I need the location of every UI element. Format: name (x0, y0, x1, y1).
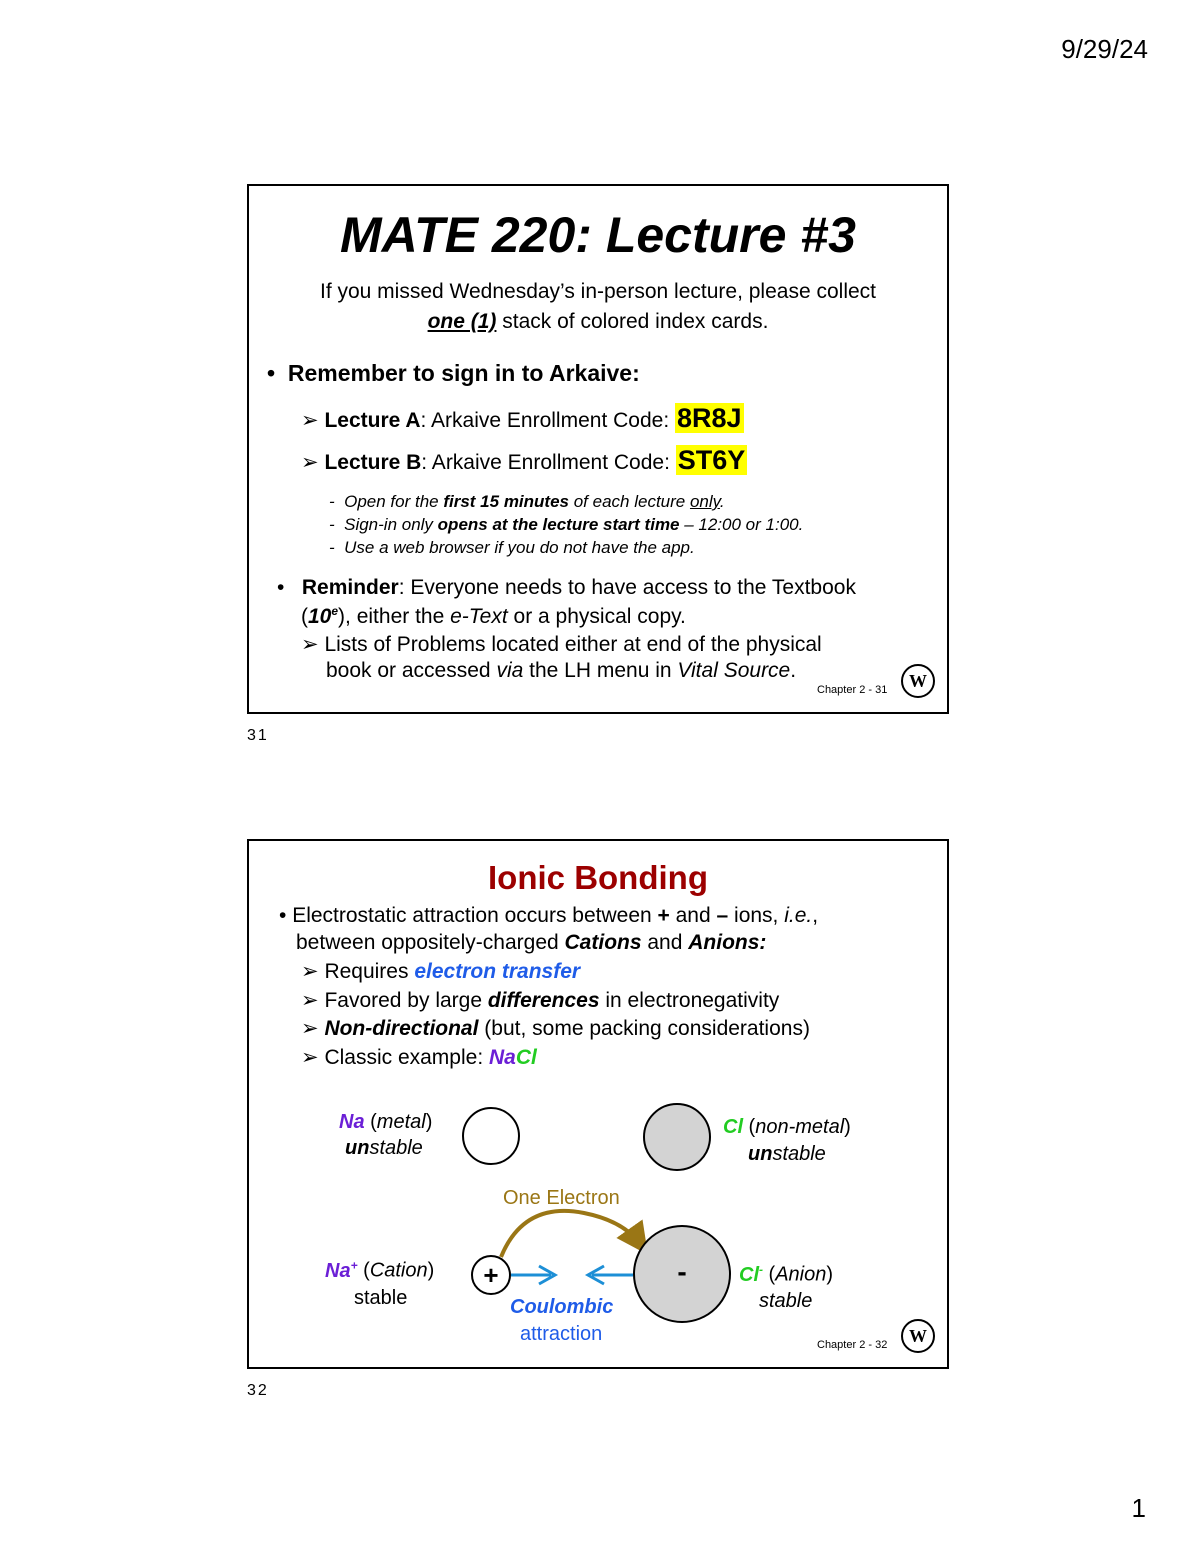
bullet-reminder: • Reminder: Everyone needs to have access to the Textbook (277, 576, 856, 599)
note-text: Sign-in only (344, 515, 438, 534)
reminder-line-2: (10e), either the e-Text or a physical copy. (301, 604, 686, 628)
edition-sup: e (331, 604, 339, 618)
ie: i.e. (784, 904, 813, 927)
non-directional: Non-directional (324, 1017, 479, 1040)
differences: differences (487, 989, 600, 1012)
lecture-b-line: ➢ Lecture B: Arkaive Enrollment Code: ST6Y (301, 445, 746, 475)
lists-line-1: ➢ Lists of Problems located either at end of the physical (301, 633, 822, 656)
cation-stable: stable (354, 1287, 408, 1309)
naplus-label: Na+ (Cation) (325, 1258, 435, 1282)
slide-32 (247, 839, 949, 1369)
emphasis-one: one (1) (427, 310, 497, 333)
b1-text: between oppositely-charged (296, 931, 565, 954)
note-signin: - Sign-in only opens at the lecture start time – 12:00 or 1:00. (329, 515, 804, 534)
attraction-label: attraction (520, 1323, 603, 1345)
edition-number: 10 (308, 605, 332, 628)
anion-text: Anion (775, 1263, 827, 1286)
note-text: Open for the (344, 492, 444, 511)
sub-text: Requires (324, 960, 415, 983)
lecture-b-label: Lecture B (324, 451, 422, 474)
lecture-a-line: ➢ Lecture A: Arkaive Enrollment Code: 8R8J (301, 403, 742, 433)
note-bold: first 15 minutes (443, 492, 569, 511)
cations: Cations (564, 931, 642, 954)
anion-stable: stable (759, 1290, 813, 1312)
etext: e-Text (450, 605, 508, 628)
note-text: – 12:00 or 1:00. (679, 515, 804, 534)
naplus-symbol (325, 1260, 358, 1282)
b1-text: and (641, 931, 689, 954)
sub-bullet-differences: ➢ Favored by large differences in electronegativity (301, 989, 780, 1012)
plus-sign: + (657, 904, 670, 927)
lists-via: via (496, 659, 524, 682)
sodium-cation (471, 1255, 511, 1295)
edition (308, 605, 338, 628)
one-electron-label: One Electron (503, 1187, 620, 1209)
nacl-na: Na (489, 1046, 516, 1069)
slide-number-32: 32 (247, 1382, 269, 1399)
slide-title: MATE 220: Lecture #3 (340, 207, 856, 263)
page-number: 1 (1131, 1493, 1146, 1523)
lists-text: . (790, 659, 797, 682)
chapter-label: Chapter 2 - 31 (817, 684, 888, 696)
enroll-text-a: : Arkaive Enrollment Code: (420, 409, 675, 432)
un-prefix: un (748, 1143, 773, 1165)
enroll-code-b: ST6Y (677, 445, 746, 475)
bullet-signin: • Remember to sign in to Arkaive: (267, 360, 640, 386)
un-prefix: un (345, 1137, 370, 1159)
cl-nonmetal: non-metal (755, 1116, 845, 1138)
anions: Anions: (688, 931, 767, 954)
b1-text: Electrostatic attraction occurs between (292, 904, 658, 927)
coulombic-label: Coulombic (510, 1296, 614, 1318)
nacl-cl: Cl (515, 1046, 537, 1069)
note-open: - Open for the first 15 minutes of each lecture only. (329, 492, 725, 511)
slide-31 (247, 184, 949, 714)
electron-transfer-arrow (501, 1211, 641, 1257)
enroll-text-b: : Arkaive Enrollment Code: (421, 451, 676, 474)
slide-title: Ionic Bonding (488, 859, 708, 896)
minus-sign: – (716, 904, 729, 927)
sub-bullet-nondirectional: ➢ Non-directional (but, some packing considerations) (301, 1017, 810, 1040)
clminus-label: Cl- (Anion) (739, 1262, 834, 1286)
clminus-sym: Cl (739, 1263, 759, 1286)
b1-text: ions, (728, 904, 785, 927)
plus-charge: + (483, 1260, 499, 1290)
lecture-a-label: Lecture A (324, 409, 421, 432)
na-label: Na (metal) (339, 1111, 433, 1133)
reminder-text: or a physical copy. (507, 605, 686, 628)
note-underline: only (689, 492, 720, 511)
na-metal: metal (376, 1111, 426, 1133)
reminder-label: Reminder (301, 576, 399, 599)
sub-bullet-example: ➢ Classic example: NaCl (301, 1046, 537, 1069)
clminus-sup: - (759, 1262, 763, 1276)
page-date: 9/29/24 (1061, 34, 1148, 64)
stable-text: stable (369, 1137, 423, 1159)
b1-text: and (669, 904, 717, 927)
cation-text: Cation (369, 1259, 428, 1282)
lists-text: Lists of Problems located either at end of the physical (324, 633, 822, 656)
slide-number-31: 31 (247, 727, 269, 744)
stable-text: stable (772, 1143, 826, 1165)
reminder-text: ), either the (338, 605, 451, 628)
wsu-logo-icon: W (901, 1319, 935, 1353)
note-bold: opens at the lecture start time (437, 515, 680, 534)
lists-line-2 (326, 659, 796, 683)
naplus-sup: + (350, 1258, 358, 1272)
intro-line-1: If you missed Wednesday’s in-person lecture, please collect (319, 280, 876, 303)
bullet-electrostatic: • Electrostatic attraction occurs between + and – ions, i.e., (279, 904, 819, 927)
clminus-symbol (739, 1264, 763, 1286)
lists-text: the LH menu in (523, 659, 678, 682)
note-browser: - Use a web browser if you do not have the app. (329, 538, 695, 557)
chloride-anion (633, 1225, 731, 1323)
reminder-text: : Everyone needs to have access to the Textbook (398, 576, 856, 599)
sub-text: in electronegativity (599, 989, 780, 1012)
sub-text: (but, some packing considerations) (478, 1017, 810, 1040)
intro-line-2-text: stack of colored index cards. (496, 310, 769, 333)
sub-text: Classic example: (324, 1046, 489, 1069)
naplus-sym: Na (325, 1259, 351, 1282)
chapter-label: Chapter 2 - 32 (817, 1339, 888, 1351)
note-text: of each lecture (569, 492, 690, 511)
electron-transfer: electron transfer (414, 960, 581, 983)
lists-text: book or accessed (326, 659, 497, 682)
wsu-logo-icon: W (901, 664, 935, 698)
b1-text: , (812, 904, 819, 927)
sub-bullet-transfer: ➢ Requires electron transfer (301, 960, 581, 983)
vital-source: Vital Source (677, 659, 791, 682)
note-text: . (719, 492, 725, 511)
note-text: Use a web browser if you do not have the app. (344, 538, 695, 557)
intro-line-2 (249, 310, 947, 334)
cl-symbol: Cl (723, 1116, 743, 1138)
enroll-code-a: 8R8J (676, 403, 742, 433)
bullet-signin-text: Remember to sign in to Arkaive: (287, 360, 640, 386)
cl-label: Cl (non-metal) (723, 1116, 851, 1138)
minus-charge: - (677, 1256, 687, 1287)
na-symbol: Na (339, 1111, 365, 1133)
sub-text: Favored by large (324, 989, 488, 1012)
